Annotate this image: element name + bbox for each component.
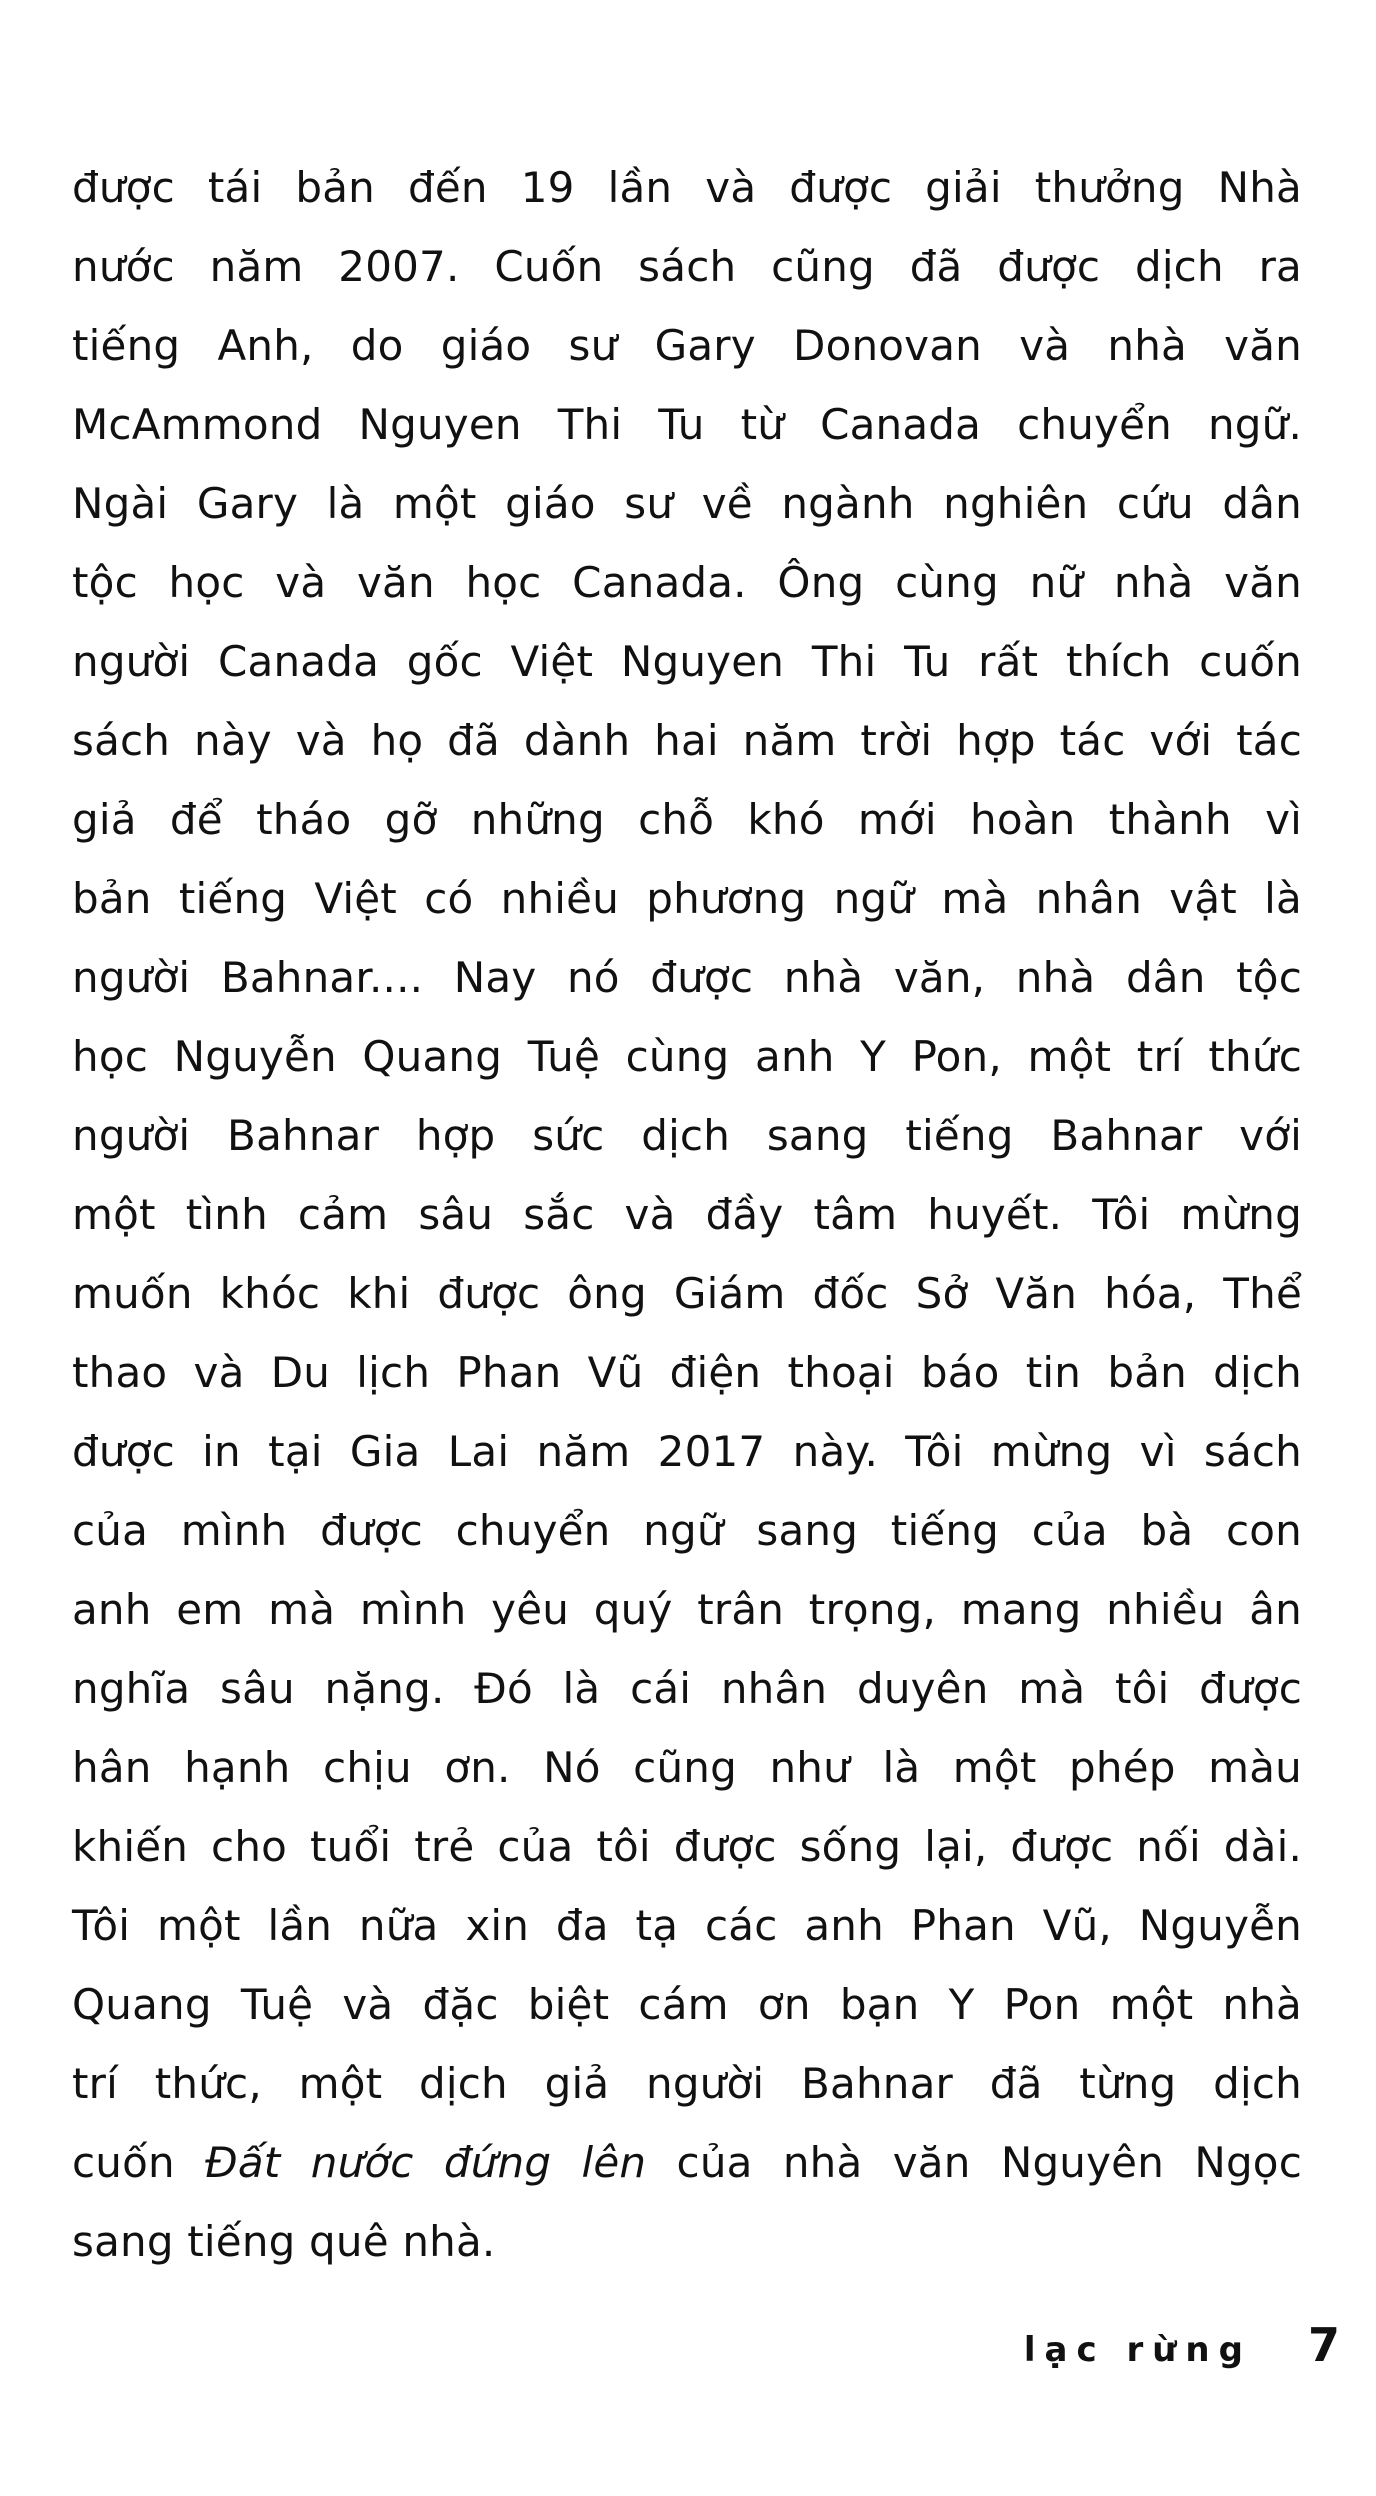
text-line: thao và Du lịch Phan Vũ điện thoại báo tin bản dịch xyxy=(72,1348,1302,1397)
text-line: tiếng Anh, do giáo sư Gary Donovan và nhà văn xyxy=(72,321,1302,370)
text-line: người Canada gốc Việt Nguyen Thi Tu rất thích cuốn xyxy=(72,637,1302,686)
text-line: nghĩa sâu nặng. Đó là cái nhân duyên mà tôi được xyxy=(72,1664,1302,1713)
text-line: hân hạnh chịu ơn. Nó cũng như là một phép màu xyxy=(72,1743,1302,1792)
text-line: được tái bản đến 19 lần và được giải thưởng Nhà xyxy=(72,163,1302,212)
text-line: của mình được chuyển ngữ sang tiếng của bà con xyxy=(72,1506,1302,1555)
text-line: McAmmond Nguyen Thi Tu từ Canada chuyển ngữ. xyxy=(72,400,1302,449)
text-line: Quang Tuệ và đặc biệt cám ơn bạn Y Pon một nhà xyxy=(72,1980,1302,2029)
body-paragraph xyxy=(72,148,1302,2281)
text-line: trí thức, một dịch giả người Bahnar đã từng dịch xyxy=(72,2059,1302,2108)
text-line: được in tại Gia Lai năm 2017 này. Tôi mừng vì sách xyxy=(72,1427,1302,1476)
book-title-italic: Đất nước đứng lên xyxy=(205,2138,647,2187)
text-line: giả để tháo gỡ những chỗ khó mới hoàn thành vì xyxy=(72,795,1302,844)
text-line: một tình cảm sâu sắc và đầy tâm huyết. Tôi mừng xyxy=(72,1190,1302,1239)
text-line: khiến cho tuổi trẻ của tôi được sống lại, được nối dài. xyxy=(72,1822,1302,1871)
text-line: tộc học và văn học Canada. Ông cùng nữ nhà văn xyxy=(72,558,1302,607)
running-title: lạc rừng xyxy=(1023,2330,1252,2370)
text-line: người Bahnar.... Nay nó được nhà văn, nhà dân tộc xyxy=(72,953,1302,1002)
text-line: anh em mà mình yêu quý trân trọng, mang nhiều ân xyxy=(72,1585,1302,1634)
text-line: muốn khóc khi được ông Giám đốc Sở Văn hóa, Thể xyxy=(72,1269,1302,1318)
text-line: người Bahnar hợp sức dịch sang tiếng Bahnar với xyxy=(72,1111,1302,1160)
text-line: bản tiếng Việt có nhiều phương ngữ mà nhân vật là xyxy=(72,874,1302,923)
text-line: sách này và họ đã dành hai năm trời hợp tác với tác xyxy=(72,716,1302,765)
line-lead-text: cuốn xyxy=(72,2138,206,2187)
page-number: 7 xyxy=(1307,2318,1340,2372)
text-line: học Nguyễn Quang Tuệ cùng anh Y Pon, một trí thức xyxy=(72,1032,1302,1081)
text-line-last: sang tiếng quê nhà. xyxy=(72,2217,496,2266)
text-line-with-book-title xyxy=(72,2123,1302,2202)
line-trail-text: của nhà văn Nguyên Ngọc xyxy=(646,2138,1302,2187)
text-line: Tôi một lần nữa xin đa tạ các anh Phan Vũ, Nguyễn xyxy=(72,1901,1302,1950)
text-line: Ngài Gary là một giáo sư về ngành nghiên cứu dân xyxy=(72,479,1302,528)
text-line: nước năm 2007. Cuốn sách cũng đã được dịch ra xyxy=(72,242,1302,291)
page-footer xyxy=(1024,2318,1340,2378)
